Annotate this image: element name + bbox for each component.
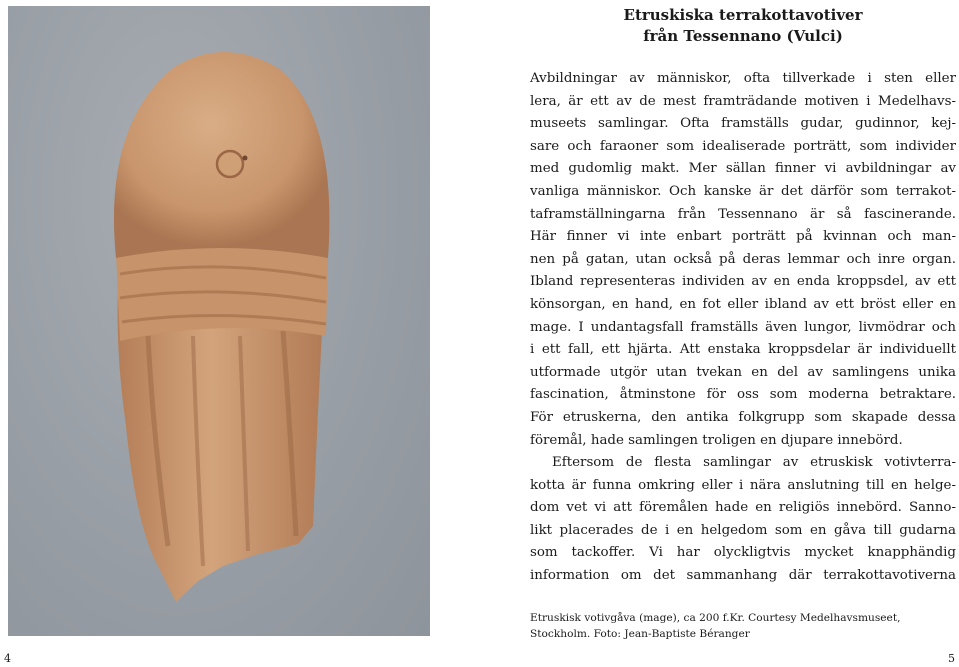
article-title [530, 5, 956, 47]
body-line: kotta är funna omkring eller i nära anslutning till en helge- [530, 477, 956, 493]
body-line: som tackoffer. Vi har olyckligtvis mycket knapphändig [530, 545, 956, 561]
body-line: Här finner vi inte enbart porträtt på kvinnan och man- [530, 229, 956, 245]
body-line: med gudomlig makt. Mer sällan finner vi avbildningar av [530, 161, 956, 177]
page-number-left: 4 [4, 652, 11, 665]
title-line-2: från Tessennano (Vulci) [643, 27, 843, 45]
body-line: information om det sammanhang där terrakottavotiverna [530, 568, 956, 584]
body-line: För etruskerna, den antika folkgrupp som skapade dessa [530, 409, 956, 425]
caption-line-2: Stockholm. Foto: Jean-Baptiste Béranger [530, 628, 750, 640]
article-body [530, 68, 956, 588]
body-line: föremål, hade samlingen troligen en djupare innebörd. [530, 432, 903, 448]
terracotta-votive-image [8, 6, 430, 636]
title-line-1: Etruskiska terrakottavotiver [623, 6, 863, 24]
body-line: i ett fall, ett hjärta. Att enstaka kroppsdelar är individuellt [530, 342, 956, 358]
body-line: nen på gatan, utan också på deras lemmar och inre organ. [530, 251, 956, 267]
body-line: likt placerades de i en helgedom som en gåva till gudarna [530, 522, 956, 538]
body-line: museets samlingar. Ofta framställs gudar, gudinnor, kej- [530, 116, 956, 132]
body-line: dom vet vi att föremålen hade en religiös innebörd. Sanno- [530, 500, 956, 516]
body-line: sare och faraoner som idealiserade porträtt, som individer [530, 138, 956, 154]
caption-line-1: Etruskisk votivgåva (mage), ca 200 f.Kr. Courtesy Medelhavsmuseet, [530, 612, 901, 624]
body-line: Ibland representeras individen av en enda kroppsdel, av ett [530, 274, 956, 290]
body-line: Avbildningar av människor, ofta tillverkade i sten eller [530, 71, 956, 86]
body-line: taframställningarna från Tessennano är så fascinerande. [530, 206, 956, 222]
page-number-right: 5 [948, 652, 955, 665]
body-line: könsorgan, en hand, en fot eller ibland av ett bröst eller en [530, 296, 956, 312]
body-line: Eftersom de flesta samlingar av etruskisk votivterra- [552, 455, 956, 471]
body-line: utformade utgör utan tvekan en del av samlingens unika [530, 364, 956, 380]
votive-photo [8, 6, 430, 636]
body-line: lera, är ett av de mest framträdande motiven i Medelhavs- [530, 93, 956, 109]
body-line: fascination, åtminstone för oss som moderna betraktare. [530, 387, 956, 403]
body-line: mage. I undantagsfall framställs även lungor, livmödrar och [530, 319, 956, 335]
body-line: vanliga människor. Och kanske är det därför som terrakot- [530, 183, 956, 199]
photo-caption [530, 610, 956, 642]
